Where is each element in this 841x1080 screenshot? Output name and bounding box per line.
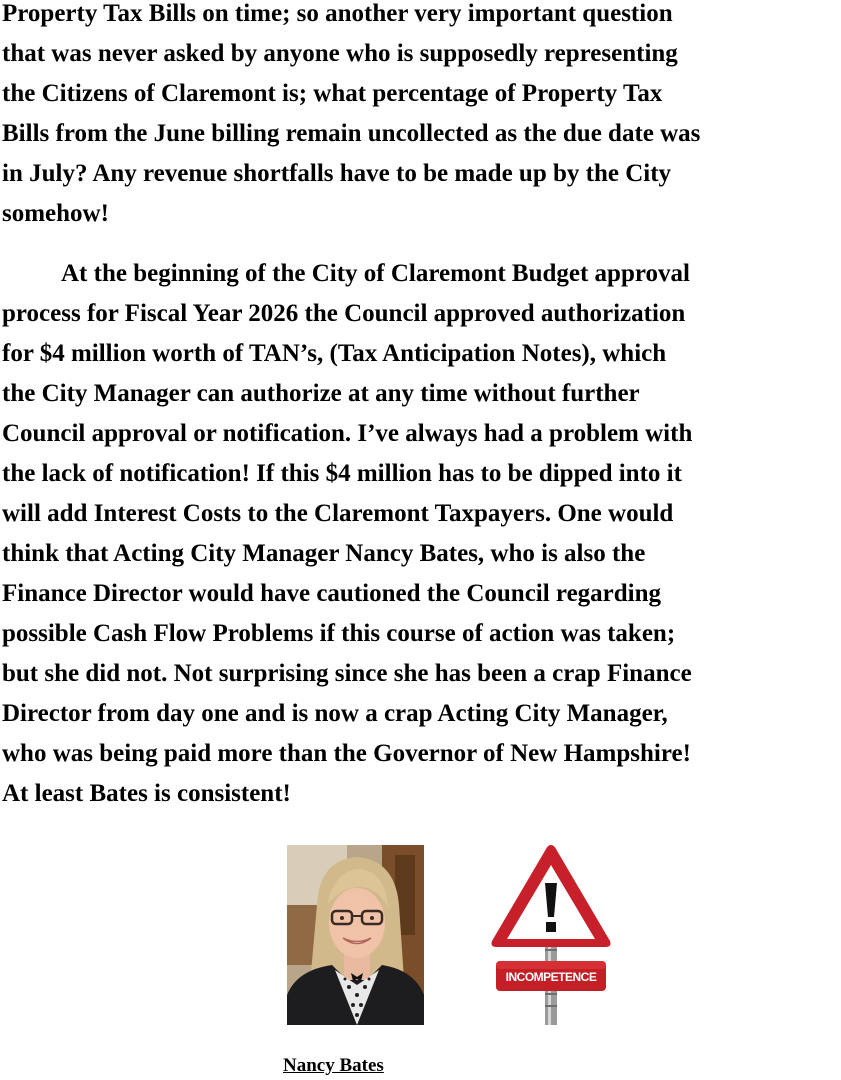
- text-line: in July? Any revenue shortfalls have to be made up by the City: [2, 160, 672, 187]
- incompetence-warning-sign: [490, 843, 612, 1025]
- text-line: somehow!: [2, 200, 109, 227]
- text-line: At the beginning of the City of Claremont Budget approval: [61, 260, 690, 287]
- text-line: Council approval or notification. I’ve always had a problem with: [2, 420, 693, 447]
- text-line: possible Cash Flow Problems if this course of action was taken;: [2, 620, 676, 647]
- text-line: who was being paid more than the Governor of New Hampshire!: [2, 740, 691, 767]
- text-line: the Citizens of Claremont is; what percentage of Property Tax: [2, 80, 663, 107]
- text-line: Director from day one and is now a crap Acting City Manager,: [2, 700, 668, 727]
- text-line: Property Tax Bills on time; so another very important question: [2, 0, 673, 27]
- portrait-photo: [287, 845, 424, 1025]
- text-line: for $4 million worth of TAN’s, (Tax Anticipation Notes), which: [2, 340, 667, 367]
- text-line: the City Manager can authorize at any time without further: [2, 380, 640, 407]
- text-line: Finance Director would have cautioned the Council regarding: [2, 580, 662, 607]
- warning-sign-label: INCOMPETENCE: [505, 970, 597, 984]
- text-line: At least Bates is consistent!: [2, 780, 291, 807]
- photo-caption: Nancy Bates: [283, 1055, 384, 1076]
- text-line: but she did not. Not surprising since she has been a crap Finance: [2, 660, 692, 687]
- paragraph-budget-approval: [2, 254, 841, 814]
- text-line: think that Acting City Manager Nancy Bates, who is also the: [2, 540, 646, 567]
- text-line: that was never asked by anyone who is supposedly representing: [2, 40, 678, 67]
- text-line: process for Fiscal Year 2026 the Council approved authorization: [2, 300, 686, 327]
- text-line: Bills from the June billing remain uncollected as the due date was: [2, 120, 701, 147]
- text-line: the lack of notification! If this $4 million has to be dipped into it: [2, 460, 682, 487]
- paragraph-property-tax: [2, 0, 841, 234]
- text-line: will add Interest Costs to the Claremont Taxpayers. One would: [2, 500, 674, 527]
